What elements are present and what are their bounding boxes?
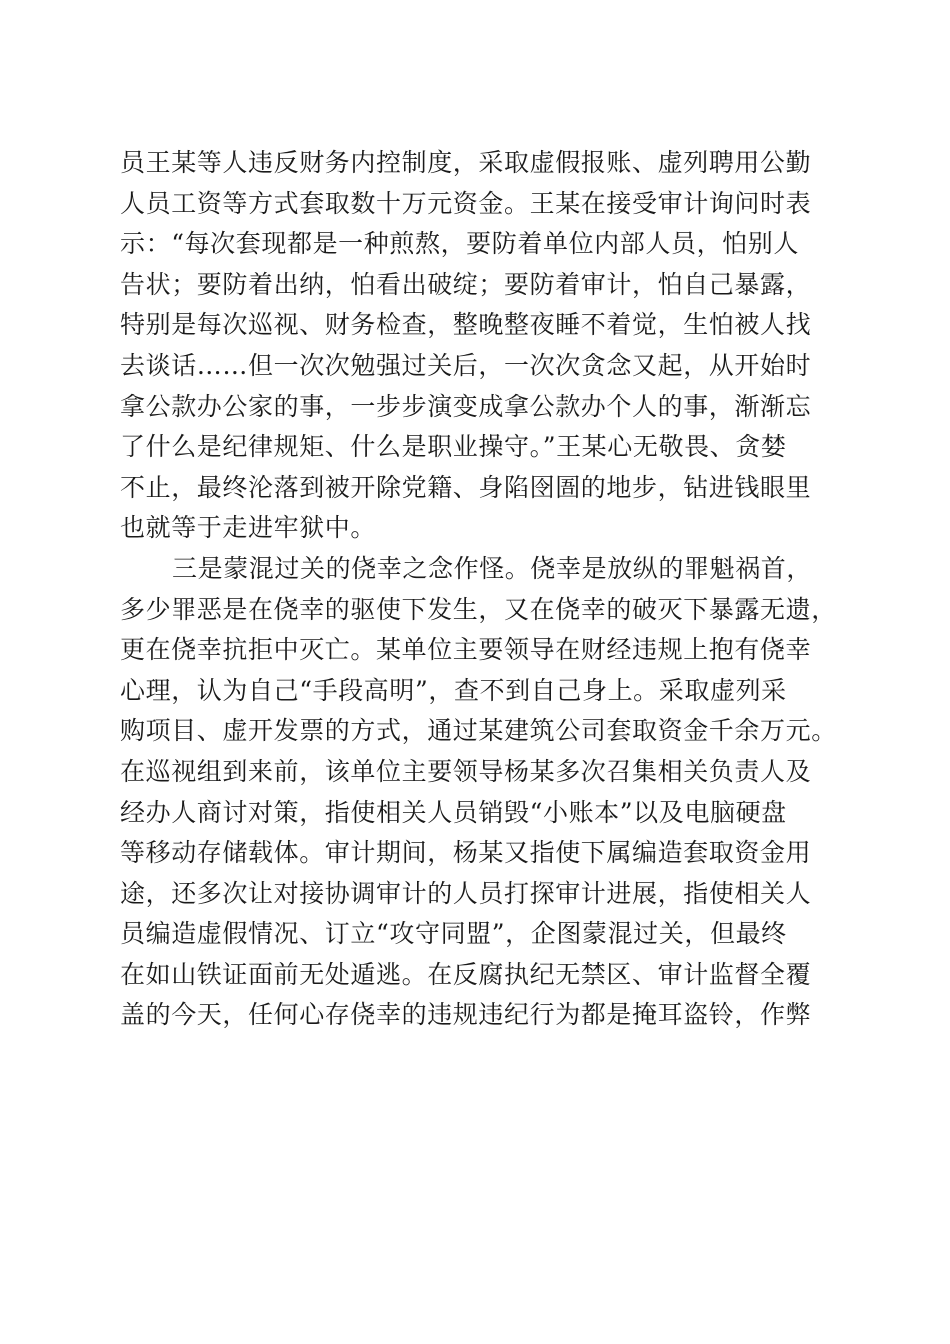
- text-line: 拿公款办公家的事，一步步演变成拿公款办个人的事，渐渐忘: [120, 391, 812, 421]
- text-line: 购项目、虚开发票的方式，通过某建筑公司套取资金千余万元。: [120, 716, 837, 746]
- text-line: 在巡视组到来前，该单位主要领导杨某多次召集相关负责人及: [120, 756, 812, 786]
- text-line: 更在侥幸抗拒中灭亡。某单位主要领导在财经违规上抱有侥幸: [120, 635, 812, 665]
- text-line: 也就等于走进牢狱中。: [120, 513, 377, 543]
- text-line: 盖的今天，任何心存侥幸的违规违纪行为都是掩耳盗铃，作弊: [120, 1000, 812, 1030]
- text-line: 示：“每次套现都是一种煎熬，要防着单位内部人员，怕别人: [120, 229, 799, 259]
- text-line: 人员工资等方式套取数十万元资金。王某在接受审计询问时表: [120, 188, 812, 218]
- text-line: 多少罪恶是在侥幸的驱使下发生，又在侥幸的破灭下暴露无遗，: [120, 594, 837, 624]
- text-line: 员王某等人违反财务内控制度，采取虚假报账、虚列聘用公勤: [120, 148, 812, 177]
- text-line: 经办人商讨对策，指使相关人员销毁“小账本”以及电脑硬盘: [120, 797, 787, 827]
- text-line: 员编造虚假情况、订立“攻守同盟”，企图蒙混过关，但最终: [120, 919, 787, 949]
- text-line: 心理，认为自己“手段高明”，查不到自己身上。采取虚列采: [120, 675, 787, 705]
- text-line: 去谈话……但一次次勉强过关后，一次次贪念又起，从开始时: [120, 350, 812, 380]
- text-line: 告状；要防着出纳，怕看出破绽；要防着审计，怕自己暴露，: [120, 269, 812, 299]
- text-line: 等移动存储载体。审计期间，杨某又指使下属编造套取资金用: [120, 838, 812, 868]
- paragraph-start-line: 三是蒙混过关的侥幸之念作怪。侥幸是放纵的罪魁祸首，: [172, 553, 813, 583]
- text-line: 途，还多次让对接协调审计的人员打探审计进展，指使相关人: [120, 878, 812, 908]
- text-line: 不止，最终沦落到被开除党籍、身陷囹圄的地步，钻进钱眼里: [120, 472, 812, 502]
- text-line: 了什么是纪律规矩、什么是职业操守。”王某心无敬畏、贪婪: [120, 432, 787, 462]
- text-line: 在如山铁证面前无处遁逃。在反腐执纪无禁区、审计监督全覆: [120, 959, 812, 989]
- body-text: [120, 143, 840, 1036]
- text-line: 特别是每次巡视、财务检查，整晚整夜睡不着觉，生怕被人找: [120, 310, 812, 340]
